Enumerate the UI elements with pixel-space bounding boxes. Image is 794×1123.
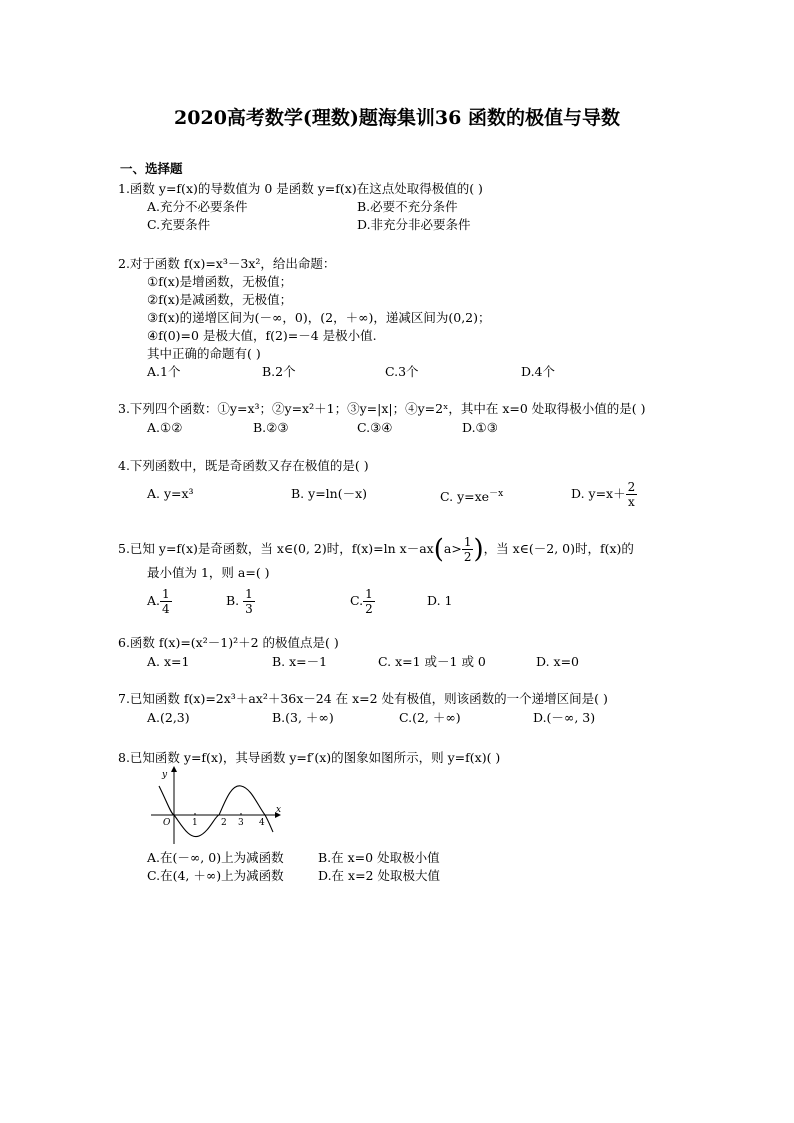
q5-stem-a: a> — [443, 541, 462, 556]
tick-label-4: 4 — [259, 818, 265, 828]
tick-label-2: 2 — [221, 818, 227, 828]
q7-option-d: D.(－∞, 3) — [533, 710, 596, 725]
q4-option-a: A. y=x³ — [147, 486, 194, 501]
q2-ask: 其中正确的命题有( ) — [147, 346, 261, 361]
q5-option-c-label: C. — [350, 593, 364, 608]
q3-option-a: A.①② — [147, 420, 183, 435]
q8-option-c: C.在(4, ＋∞)上为减函数 — [147, 868, 284, 883]
paren-right: ) — [473, 534, 484, 565]
q7-option-a: A.(2,3) — [147, 710, 190, 725]
paren-left: ( — [433, 534, 444, 565]
q1-option-d: D.非充分非必要条件 — [357, 217, 471, 232]
q4-stem: 4.下列函数中，既是奇函数又存在极值的是( ) — [118, 458, 369, 473]
fraction-numerator: 1 — [245, 587, 253, 601]
q3-option-d: D.①③ — [462, 420, 498, 435]
q5-option-b — [226, 583, 255, 619]
q5-option-d: D. 1 — [427, 593, 453, 608]
y-axis-arrow — [171, 766, 177, 772]
fraction-denominator: 4 — [162, 602, 170, 616]
q5-option-c-fraction — [363, 587, 375, 616]
q2-prop-4: ④f(0)=0 是极大值，f(2)=－4 是极小值. — [147, 328, 377, 343]
q5-option-c — [350, 583, 375, 619]
q2-option-c: C.3个 — [385, 364, 419, 379]
y-axis-label: y — [162, 770, 168, 780]
q1-option-c: C.充要条件 — [147, 217, 211, 232]
q4-option-c-base: C. y=xe — [440, 489, 490, 505]
q3-option-c: C.③④ — [357, 420, 393, 435]
q6-option-c: C. x=1 或－1 或 0 — [378, 654, 486, 669]
q4-option-d — [571, 476, 637, 512]
q7-option-c: C.(2, ＋∞) — [399, 710, 461, 725]
q4-option-c — [440, 486, 503, 505]
q5-stem — [118, 531, 634, 567]
x-axis-label: x — [276, 805, 282, 815]
q2-option-b: B.2个 — [262, 364, 296, 379]
q1-option-b: B.必要不充分条件 — [357, 199, 458, 214]
q6-option-d: D. x=0 — [536, 654, 579, 669]
fraction-denominator: 2 — [365, 602, 373, 616]
q4-option-d-fraction — [626, 480, 638, 509]
q5-stem-post: ，当 x∈(－2, 0)时，f(x)的 — [483, 541, 634, 556]
derivative-curve — [159, 786, 273, 837]
fraction-numerator: 1 — [162, 587, 170, 601]
q2-stem: 2.对于函数 f(x)=x³－3x²，给出命题： — [118, 256, 336, 271]
q5-stem-pre: 5.已知 y=f(x)是奇函数，当 x∈(0, 2)时，f(x)=ln x－ax — [118, 541, 434, 556]
q2-option-d: D.4个 — [521, 364, 556, 379]
tick-label-1: 1 — [192, 818, 198, 828]
q3-stem: 3.下列四个函数：①y=x³；②y=x²＋1；③y=|x|；④y=2ˣ，其中在 x=0 处取得极小值的是( ) — [118, 401, 646, 416]
page-title: 2020高考数学(理数)题海集训36 函数的极值与导数 — [174, 107, 620, 129]
q4-option-d-base: D. y=x＋ — [571, 486, 626, 501]
q6-option-b: B. x=－1 — [272, 654, 328, 669]
q8-option-a: A.在(－∞, 0)上为减函数 — [147, 850, 284, 865]
q8-option-d: D.在 x=2 处取极大值 — [318, 868, 440, 883]
q5-option-a-label: A. — [147, 593, 161, 608]
q5-stem-fraction — [462, 535, 474, 564]
derivative-graph — [145, 764, 285, 846]
q7-option-b: B.(3, ＋∞) — [272, 710, 334, 725]
q5-line2: 最小值为 1，则 a=( ) — [147, 565, 270, 580]
fraction-numerator: 2 — [627, 480, 636, 494]
q5-option-a-fraction — [160, 587, 172, 616]
q4-option-b: B. y=ln(－x) — [291, 486, 368, 501]
fraction-numerator: 1 — [365, 587, 373, 601]
origin-label: O — [163, 818, 171, 828]
q8-stem: 8.已知函数 y=f(x)，其导函数 y=f′(x)的图象如图所示，则 y=f(x)( ) — [118, 750, 501, 765]
q5-option-a — [147, 583, 172, 619]
q5-option-b-fraction — [243, 587, 255, 616]
q5-option-b-label: B. — [226, 593, 244, 608]
q6-option-a: A. x=1 — [147, 654, 190, 669]
fraction-denominator: x — [628, 495, 635, 509]
q6-stem: 6.函数 f(x)=(x²－1)²＋2 的极值点是( ) — [118, 635, 339, 650]
q7-stem: 7.已知函数 f(x)=2x³＋ax²＋36x－24 在 x=2 处有极值，则该函数的一个递增区间是( ) — [118, 691, 608, 706]
q2-prop-3: ③f(x)的递增区间为(－∞，0)，(2，＋∞)，递减区间为(0,2)； — [147, 310, 491, 325]
fraction-denominator: 2 — [463, 550, 472, 564]
fraction-denominator: 3 — [245, 602, 253, 616]
q4-option-c-exponent: －x — [489, 489, 504, 499]
tick-label-3: 3 — [238, 818, 244, 828]
q3-option-b: B.②③ — [253, 420, 289, 435]
q2-prop-1: ①f(x)是增函数，无极值； — [147, 274, 293, 289]
q1-stem: 1.函数 y=f(x)的导数值为 0 是函数 y=f(x)在这点处取得极值的( ) — [118, 181, 483, 196]
q1-option-a: A.充分不必要条件 — [147, 199, 248, 214]
q8-option-b: B.在 x=0 处取极小值 — [318, 850, 440, 865]
q2-option-a: A.1个 — [147, 364, 181, 379]
section-heading: 一、选择题 — [120, 161, 183, 176]
q2-prop-2: ②f(x)是减函数，无极值； — [147, 292, 293, 307]
fraction-numerator: 1 — [463, 535, 472, 549]
